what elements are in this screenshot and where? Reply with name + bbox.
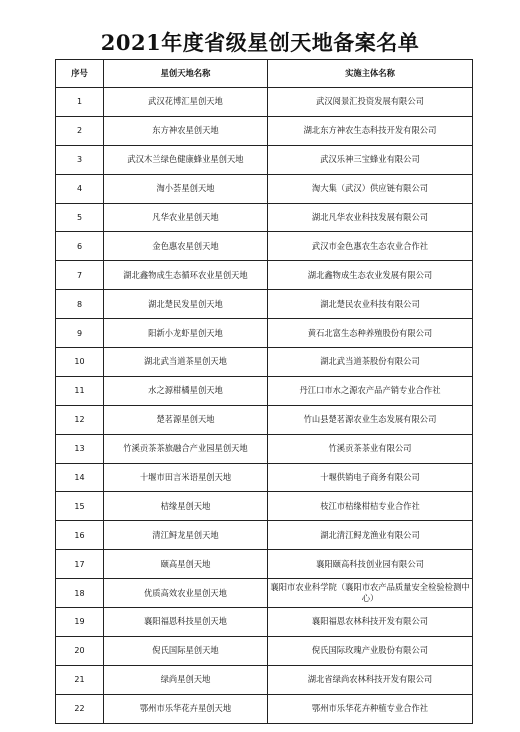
table-row [56, 550, 473, 579]
serial-cell: 2 [56, 116, 104, 145]
center-name-cell: 优质高效农业星创天地 [104, 579, 268, 608]
serial-cell: 13 [56, 434, 104, 463]
center-name-cell: 鄂州市乐华花卉星创天地 [104, 694, 268, 723]
serial-cell: 10 [56, 348, 104, 377]
center-name-cell: 颐高星创天地 [104, 550, 268, 579]
serial-cell: 14 [56, 463, 104, 492]
table-row [56, 174, 473, 203]
serial-cell: 17 [56, 550, 104, 579]
serial-cell: 11 [56, 376, 104, 405]
organization-cell: 丹江口市水之源农产品产销专业合作社 [268, 376, 473, 405]
organization-cell: 枝江市桔缘柑桔专业合作社 [268, 492, 473, 521]
center-name-cell: 绿尚星创天地 [104, 665, 268, 694]
serial-cell: 20 [56, 636, 104, 665]
table-row [56, 694, 473, 723]
table-row [56, 261, 473, 290]
serial-cell: 4 [56, 174, 104, 203]
organization-cell: 湖北省绿尚农林科技开发有限公司 [268, 665, 473, 694]
serial-cell: 16 [56, 521, 104, 550]
registration-table [55, 59, 473, 724]
center-name-cell: 凡华农业星创天地 [104, 203, 268, 232]
serial-cell: 22 [56, 694, 104, 723]
organization-cell: 湖北鑫物成生态农业发展有限公司 [268, 261, 473, 290]
center-name-cell: 金色惠农星创天地 [104, 232, 268, 261]
table-row [56, 579, 473, 608]
center-name-cell: 阳新小龙虾星创天地 [104, 319, 268, 348]
center-name-cell: 倪氏国际星创天地 [104, 636, 268, 665]
serial-cell: 1 [56, 88, 104, 117]
table-header-row [56, 60, 473, 88]
organization-cell: 鄂州市乐华花卉种植专业合作社 [268, 694, 473, 723]
table-row [56, 665, 473, 694]
center-name-cell: 桔缘星创天地 [104, 492, 268, 521]
serial-cell: 9 [56, 319, 104, 348]
table-row [56, 608, 473, 637]
table-row [56, 521, 473, 550]
header-serial: 序号 [56, 60, 104, 88]
header-center-name: 星创天地名称 [104, 60, 268, 88]
serial-cell: 3 [56, 145, 104, 174]
serial-cell: 15 [56, 492, 104, 521]
table-body [56, 88, 473, 724]
table-row [56, 145, 473, 174]
center-name-cell: 东方神农星创天地 [104, 116, 268, 145]
organization-cell: 湖北清江鲟龙渔业有限公司 [268, 521, 473, 550]
center-name-cell: 楚茗源星创天地 [104, 405, 268, 434]
center-name-cell: 湖北武当道茶星创天地 [104, 348, 268, 377]
table-row [56, 405, 473, 434]
organization-cell: 襄阳颐高科技创业园有限公司 [268, 550, 473, 579]
center-name-cell: 十堰市田言米语星创天地 [104, 463, 268, 492]
organization-cell: 湖北东方神农生态科技开发有限公司 [268, 116, 473, 145]
header-organization: 实施主体名称 [268, 60, 473, 88]
organization-cell: 黄石北富生态种养殖股份有限公司 [268, 319, 473, 348]
serial-cell: 7 [56, 261, 104, 290]
serial-cell: 18 [56, 579, 104, 608]
table-row [56, 319, 473, 348]
organization-cell: 倪氏国际玫瑰产业股份有限公司 [268, 636, 473, 665]
organization-cell: 湖北楚民农业科技有限公司 [268, 290, 473, 319]
organization-cell: 湖北凡华农业科技发展有限公司 [268, 203, 473, 232]
center-name-cell: 武汉木兰绿色健康蜂业星创天地 [104, 145, 268, 174]
table-row [56, 232, 473, 261]
table-row [56, 116, 473, 145]
center-name-cell: 竹溪贡茶茶旅融合产业园星创天地 [104, 434, 268, 463]
serial-cell: 12 [56, 405, 104, 434]
organization-cell: 竹山县楚茗源农业生态发展有限公司 [268, 405, 473, 434]
center-name-cell: 襄阳福恩科技星创天地 [104, 608, 268, 637]
table-row [56, 636, 473, 665]
organization-cell: 竹溪贡茶茶业有限公司 [268, 434, 473, 463]
organization-cell: 襄阳市农业科学院（襄阳市农产品质量安全检验检测中心） [268, 579, 473, 608]
organization-cell: 武汉市金色惠农生态农业合作社 [268, 232, 473, 261]
serial-cell: 8 [56, 290, 104, 319]
center-name-cell: 清江鲟龙星创天地 [104, 521, 268, 550]
organization-cell: 武汉乐神三宝蜂业有限公司 [268, 145, 473, 174]
organization-cell: 襄阳福恩农林科技开发有限公司 [268, 608, 473, 637]
serial-cell: 21 [56, 665, 104, 694]
serial-cell: 6 [56, 232, 104, 261]
table-row [56, 434, 473, 463]
table-row [56, 376, 473, 405]
organization-cell: 湖北武当道茶股份有限公司 [268, 348, 473, 377]
page-title: 2021年度省级星创天地备案名单 [100, 30, 420, 55]
table-row [56, 290, 473, 319]
table-row [56, 492, 473, 521]
center-name-cell: 湖北鑫物成生态循环农业星创天地 [104, 261, 268, 290]
organization-cell: 淘大集（武汉）供应链有限公司 [268, 174, 473, 203]
table-row [56, 463, 473, 492]
organization-cell: 武汉阅景汇投资发展有限公司 [268, 88, 473, 117]
center-name-cell: 武汉花博汇星创天地 [104, 88, 268, 117]
center-name-cell: 淘小荟星创天地 [104, 174, 268, 203]
table-row [56, 203, 473, 232]
organization-cell: 十堰供销电子商务有限公司 [268, 463, 473, 492]
center-name-cell: 水之源柑橘星创天地 [104, 376, 268, 405]
table-row [56, 348, 473, 377]
serial-cell: 5 [56, 203, 104, 232]
serial-cell: 19 [56, 608, 104, 637]
center-name-cell: 湖北楚民发星创天地 [104, 290, 268, 319]
table-row [56, 88, 473, 117]
